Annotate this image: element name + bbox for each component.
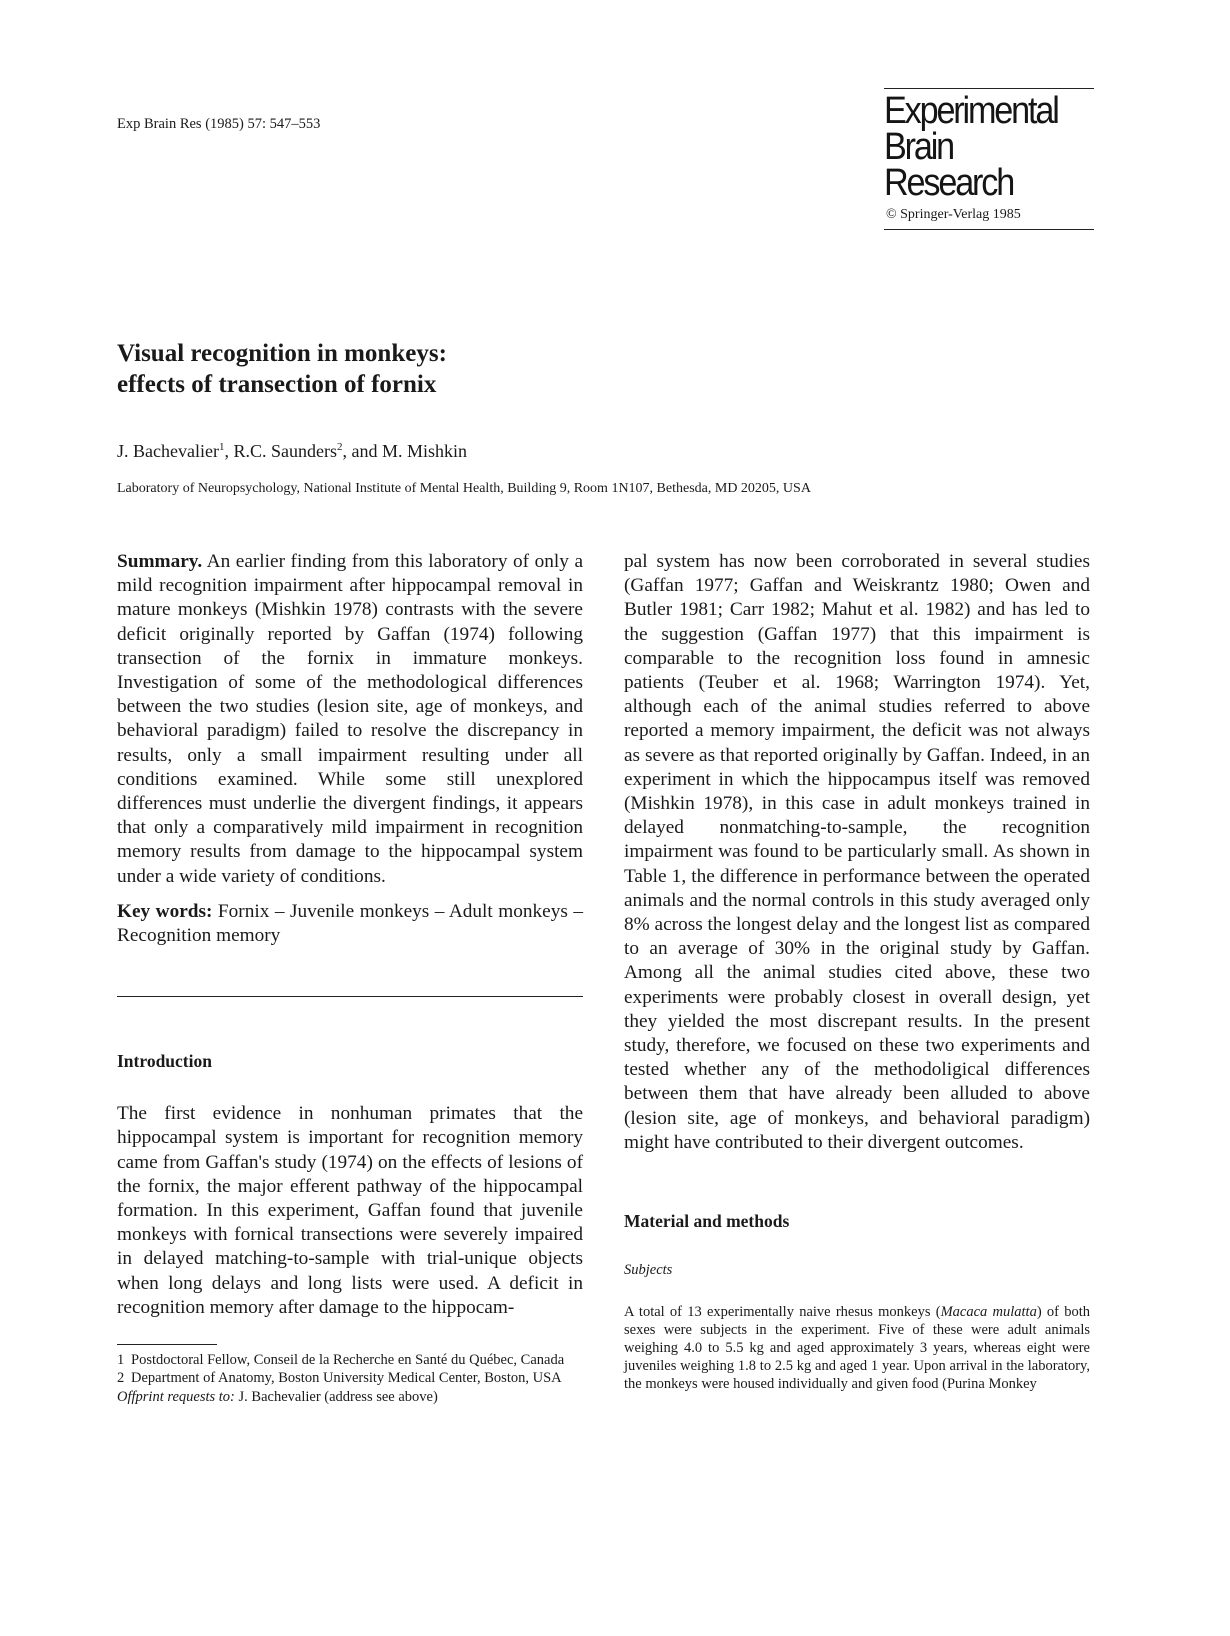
author-1: J. Bachevalier [117, 441, 219, 461]
left-column [117, 550, 583, 1406]
keywords-label: Key words: [117, 900, 213, 922]
footnote-number: 1 [117, 1352, 125, 1369]
author-separator: , [224, 441, 234, 461]
journal-citation: Exp Brain Res (1985) 57: 547–553 [117, 116, 321, 132]
journal-masthead [884, 88, 1094, 230]
journal-name-line-2: Brain Research [884, 126, 1014, 204]
introduction-paragraph: The first evidence in nonhuman primates that the hippocampal system is important for recognition memory came from Gaffan's study (1974) on the effects of lesions of the fornix, the major efferent pathway of the hippocampal formation. In this experiment, Gaffan found that juvenile monkeys with fornical transections were severely impaired in delayed matching-to-sample with trial-unique objects when long delays and long lists were used. A deficit in recognition memory after damage to the hippocam- [117, 1103, 583, 1318]
subjects-text-start: A total of 13 experimentally naive rhesus monkeys ( [624, 1304, 941, 1321]
right-column [624, 550, 1090, 1393]
methods-heading: Material and methods [624, 1211, 790, 1232]
footnote-2 [117, 1369, 583, 1387]
offprint-text: J. Bachevalier (address see above) [234, 1389, 438, 1406]
author-1-affiliation-mark: 1 [218, 441, 225, 453]
subjects-text-end: ) of both sexes were subjects in the experiment. Five of these were adult animals weighing 4.0 to 5.5 kg and aged approximately 3 years, whereas eight were juveniles weighing 1.8 to 2.5 kg and aged 1 year. Upon arrival in the laboratory, the monkeys were housed individually and given food (Purina Monkey [624, 1304, 1091, 1393]
keywords-text: Fornix – Juvenile monkeys – Adult monkeys – Recognition memory [117, 900, 583, 947]
copyright-notice: © Springer-Verlag 1985 [886, 207, 1021, 222]
article-title-line-2: effects of transection of fornix [117, 371, 437, 398]
article-title [117, 338, 447, 400]
offprint-note [117, 1389, 583, 1406]
affiliation: Laboratory of Neuropsychology, National Institute of Mental Health, Building 9, Room 1N107, Bethesda, MD 20205, USA [117, 481, 811, 496]
keywords-paragraph [117, 900, 583, 948]
author-2-affiliation-mark: 2 [336, 441, 343, 453]
section-divider [117, 996, 583, 997]
introduction-heading: Introduction [117, 1051, 212, 1072]
journal-name-line-1: Experimental [884, 90, 1058, 132]
summary-paragraph [117, 550, 583, 889]
footnote-number: 2 [117, 1370, 125, 1387]
footnote-text: Postdoctoral Fellow, Conseil de la Recherche en Santé du Québec, Canada [131, 1352, 565, 1369]
subjects-paragraph [624, 1303, 1090, 1393]
article-title-line-1: Visual recognition in monkeys: [117, 340, 447, 367]
species-name: Macaca mulatta [940, 1304, 1037, 1321]
author-separator: , and [342, 441, 382, 461]
summary-text: An earlier finding from this laboratory of only a mild recognition impairment after hippocampal removal in mature monkeys (Mishkin 1978) contrasts with the severe deficit originally reported by Gaffan (1974) following transection of the fornix in immature monkeys. Investigation of some of the methodological differences between the two studies (lesion site, age of monkeys, and behavioral paradigm) failed to resolve the discrepancy in results, only a small impairment resulting under all conditions examined. While some still unexplored differences must underlie the divergent findings, it appears that only a comparatively mild impairment in recognition memory results from damage to the hippocampal system under a wide variety of conditions. [117, 551, 583, 887]
author-list [117, 441, 467, 462]
summary-label: Summary. [117, 551, 203, 572]
author-2: R.C. Saunders [233, 441, 337, 461]
footnote-text: Department of Anatomy, Boston University Medical Center, Boston, USA [131, 1370, 562, 1387]
subjects-heading: Subjects [624, 1262, 673, 1279]
introduction-continuation: pal system has now been corroborated in several studies (Gaffan 1977; Gaffan and Weiskrantz 1980; Owen and Butler 1981; Carr 1982; Mahut et al. 1982) and has led to the suggestion (Gaffan 1977) that this impairment is comparable to the recognition loss found in amnesic patients (Teuber et al. 1968; Warrington 1974). Yet, although each of the animal studies referred to above reported a memory impairment, the deficit was not always as severe as that reported originally by Gaffan. Indeed, in an experiment in which the hippocampus itself was removed (Mishkin 1978), in this case in adult monkeys trained in delayed nonmatching-to-sample, the recognition impairment was found to be particularly small. As shown in Table 1, the difference in performance between the operated animals and the normal controls in this study averaged only 8% across the longest delay and the longest list as compared to an average of 30% in the original study by Gaffan. Among all the animal studies cited above, these two experiments were probably closest in overall design, yet they yielded the most discrepant results. In the present study, therefore, we focused on these two experiments and tested whether any of the methodoligical differences between them that have already been alluded to above (lesion site, age of monkeys, and behavioral paradigm) might have contributed to their divergent outcomes. [624, 551, 1090, 1153]
offprint-label: Offprint requests to: [117, 1389, 235, 1406]
author-3: M. Mishkin [381, 441, 467, 461]
footnote-divider [117, 1344, 217, 1345]
footnote-1 [117, 1351, 583, 1369]
